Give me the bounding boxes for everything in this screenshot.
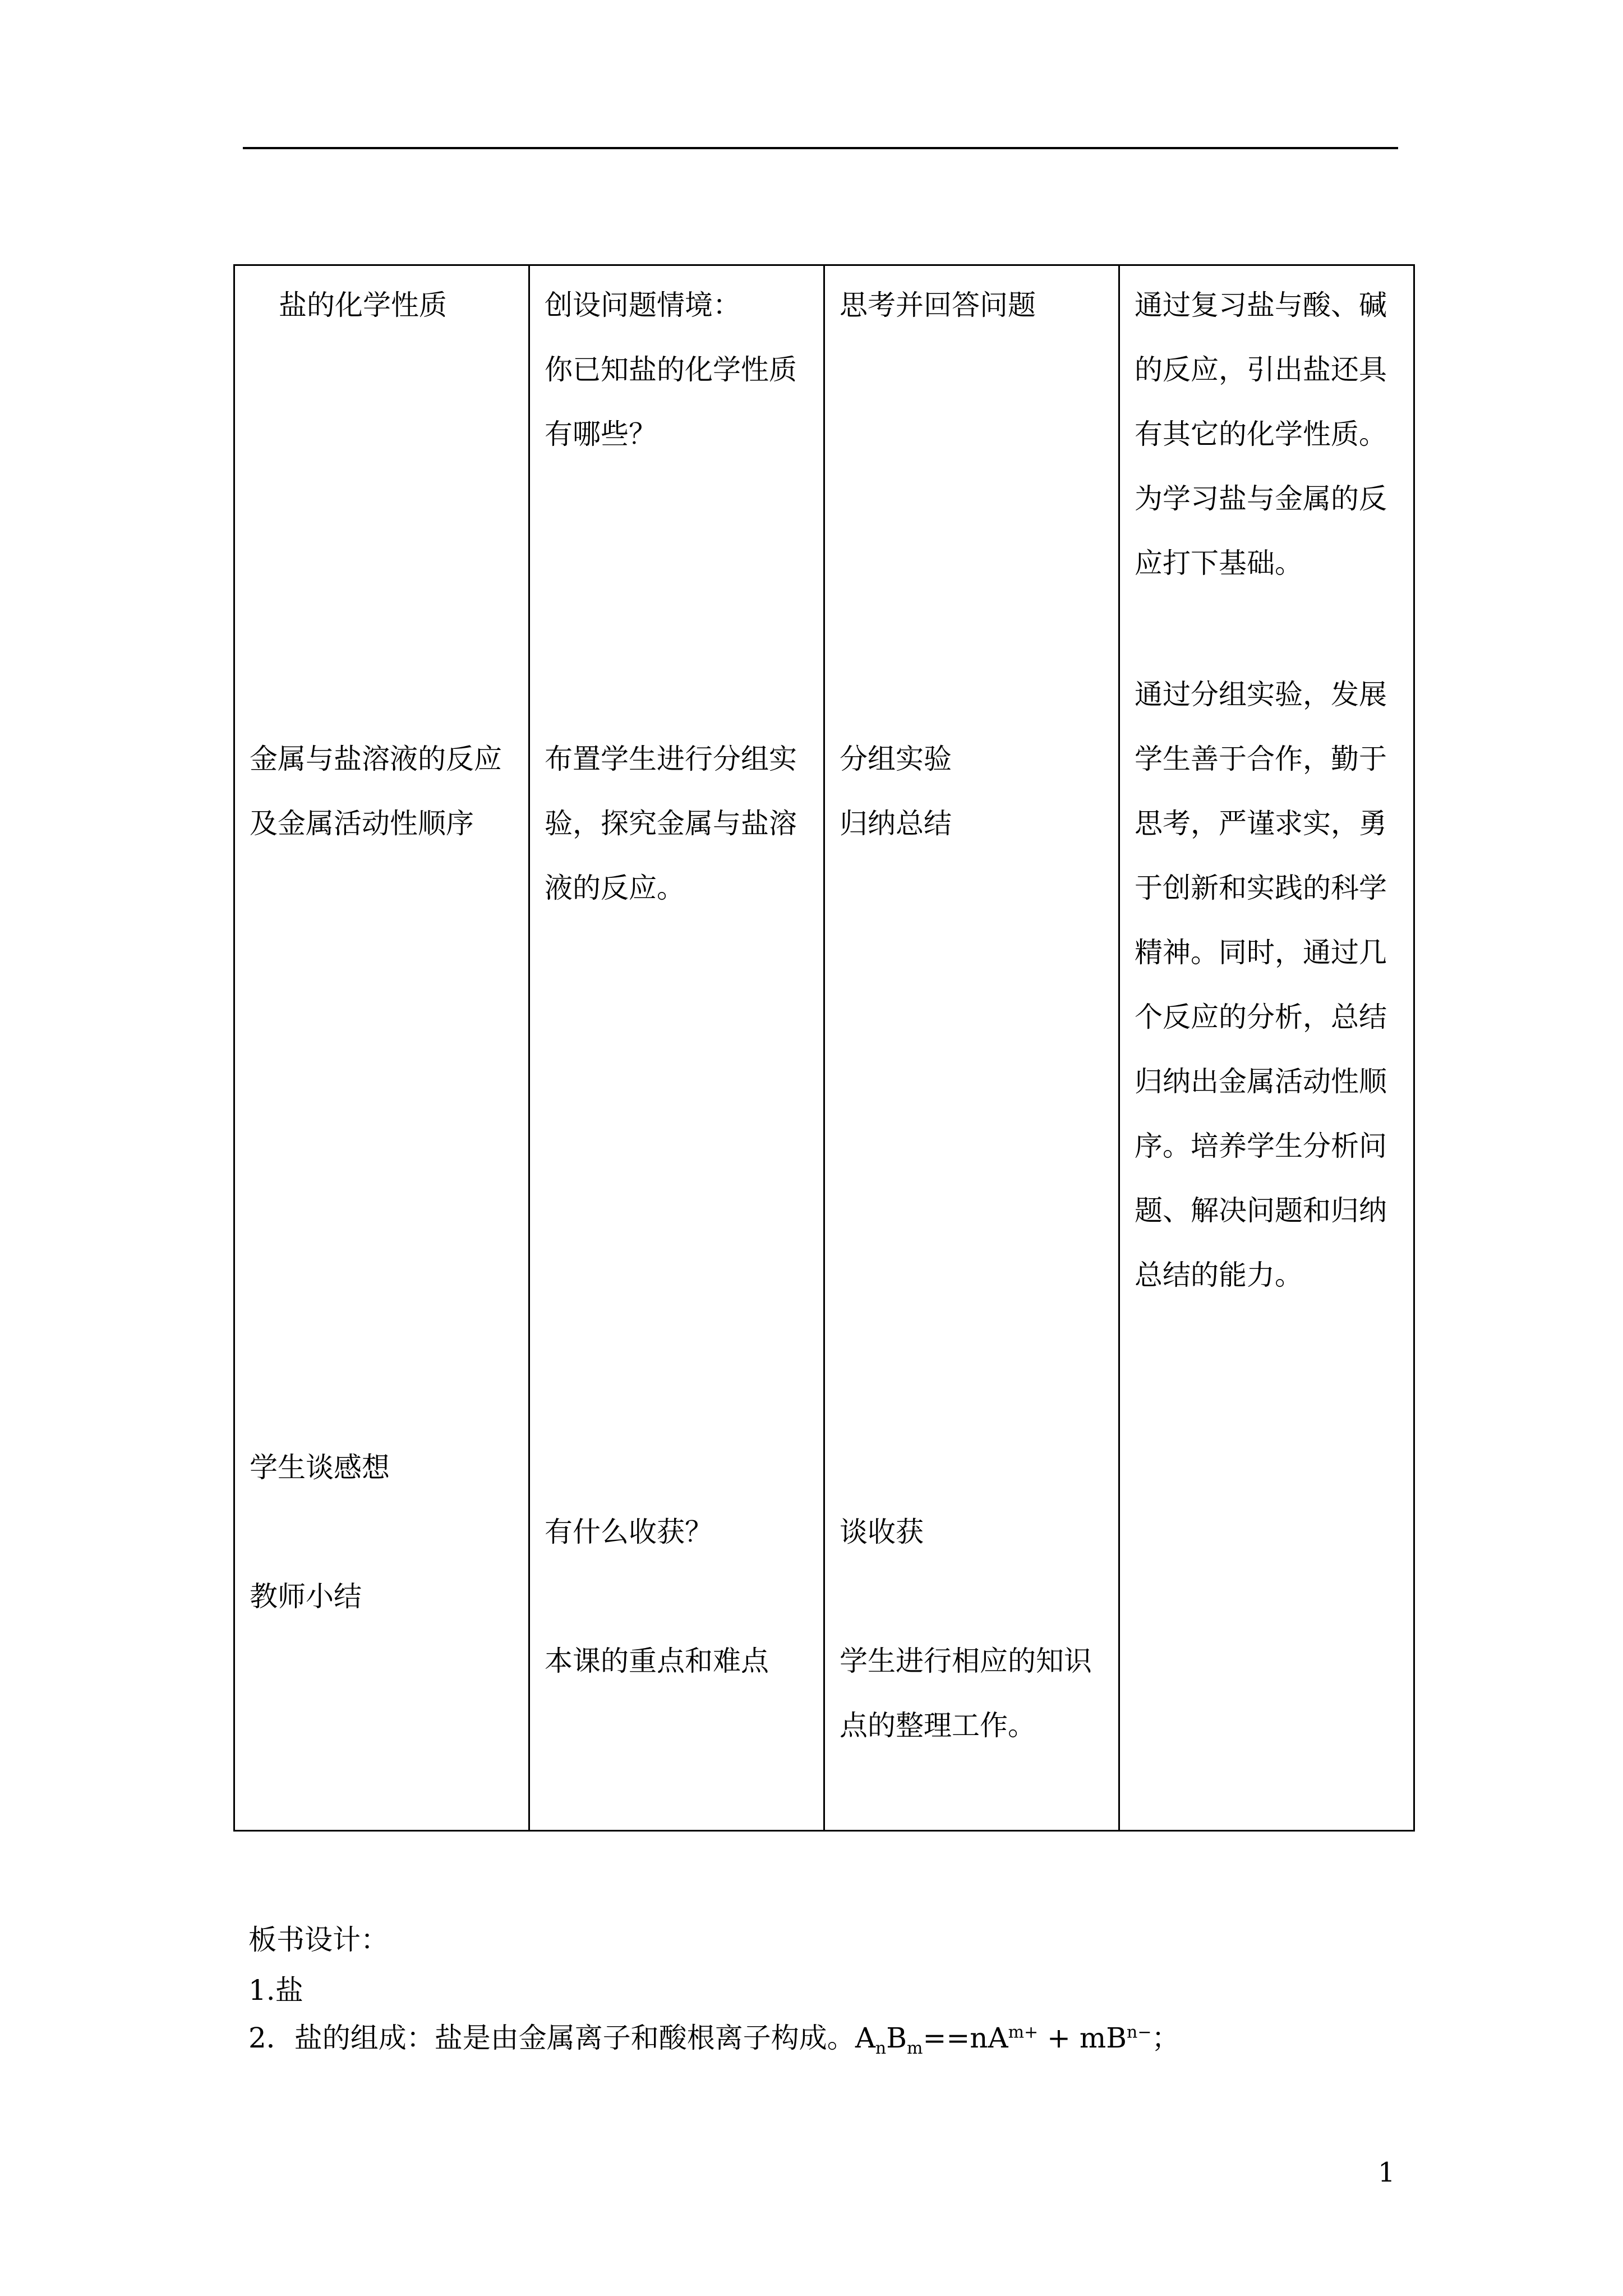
text-line: 学生善于合作，勤于 xyxy=(1135,743,1387,775)
text-line: 你已知盐的化学性质 xyxy=(545,353,797,386)
text-line: 精神。同时，通过几 xyxy=(1135,936,1387,969)
lesson-plan-table xyxy=(233,264,1415,1832)
student-activity-2 xyxy=(840,727,952,856)
student-talk-gains: 谈收获 xyxy=(840,1516,924,1548)
student-organize-notes xyxy=(840,1629,1092,1758)
formula-part: A xyxy=(855,2022,875,2054)
text-line: 题、解决问题和归纳 xyxy=(1135,1194,1387,1227)
text-line: 验，探究金属与盐溶 xyxy=(545,807,797,840)
teacher-key-points: 本课的重点和难点 xyxy=(545,1645,769,1677)
formula-part: n− xyxy=(1127,2022,1152,2042)
page-number: 1 xyxy=(1378,2157,1395,2188)
text-line: 思考，严谨求实，勇 xyxy=(1135,807,1387,840)
topic-salt-chemical-properties: 盐的化学性质 xyxy=(279,289,447,321)
text-line: 布置学生进行分组实 xyxy=(545,743,797,775)
text-line: 通过分组实验，发展 xyxy=(1135,678,1387,711)
table-cell-content-col xyxy=(234,265,529,1831)
text-line: 分组实验 xyxy=(840,743,952,775)
text-line: 液的反应。 xyxy=(545,872,685,904)
design-intent-1 xyxy=(1135,273,1387,596)
text-line: 为学习盐与金属的反 xyxy=(1135,482,1387,515)
text-line: 金属与盐溶液的反应 xyxy=(250,743,502,775)
text-line: 归纳总结 xyxy=(840,807,952,840)
board-design-title: 板书设计： xyxy=(248,1924,389,1956)
board-item-2-text: 2．盐的组成：盐是由金属离子和酸根离子构成。 xyxy=(248,2022,855,2054)
header-rule xyxy=(243,147,1398,149)
teacher-activity-1 xyxy=(545,273,797,467)
formula-part: n xyxy=(875,2039,887,2058)
formula-part: ==nA xyxy=(923,2022,1008,2054)
text-line: 的反应，引出盐还具 xyxy=(1135,353,1387,386)
text-line: 有其它的化学性质。 xyxy=(1135,418,1387,450)
table-cell-intent-col xyxy=(1119,265,1414,1831)
text-line: 有哪些？ xyxy=(545,418,657,450)
text-line: 及金属活动性顺序 xyxy=(250,807,474,840)
text-line: 通过复习盐与酸、碱 xyxy=(1135,289,1387,321)
text-line: 序。培养学生分析问 xyxy=(1135,1130,1387,1162)
design-intent-2 xyxy=(1135,662,1387,1308)
board-item-1: 1.盐 xyxy=(248,1974,303,2007)
formula-part: B xyxy=(886,2022,907,2054)
formula-part: m+ xyxy=(1008,2022,1039,2042)
text-line: 点的整理工作。 xyxy=(840,1709,1036,1742)
formula-part: + mB xyxy=(1038,2022,1127,2054)
formula-part: m xyxy=(907,2039,923,2058)
text-line: 创设问题情境： xyxy=(545,289,741,321)
text-line: 应打下基础。 xyxy=(1135,547,1303,579)
board-item-2 xyxy=(248,2016,1179,2058)
text-line: 个反应的分析，总结 xyxy=(1135,1001,1387,1033)
text-line: 归纳出金属活动性顺 xyxy=(1135,1065,1387,1098)
formula-part: ； xyxy=(1151,2022,1180,2054)
table-cell-teacher-col xyxy=(529,265,824,1831)
text-line: 于创新和实践的科学 xyxy=(1135,872,1387,904)
text-line: 学生进行相应的知识 xyxy=(840,1645,1092,1677)
topic-teacher-summary: 教师小结 xyxy=(250,1580,362,1613)
teacher-activity-2 xyxy=(545,727,797,921)
teacher-question-gains: 有什么收获？ xyxy=(545,1516,713,1548)
student-activity-1: 思考并回答问题 xyxy=(840,289,1036,321)
topic-student-reflections: 学生谈感想 xyxy=(250,1451,390,1484)
text-line: 总结的能力。 xyxy=(1135,1259,1303,1291)
topic-metal-salt-reaction xyxy=(250,727,502,856)
table-cell-student-col xyxy=(824,265,1119,1831)
ionization-formula xyxy=(855,2022,1180,2058)
